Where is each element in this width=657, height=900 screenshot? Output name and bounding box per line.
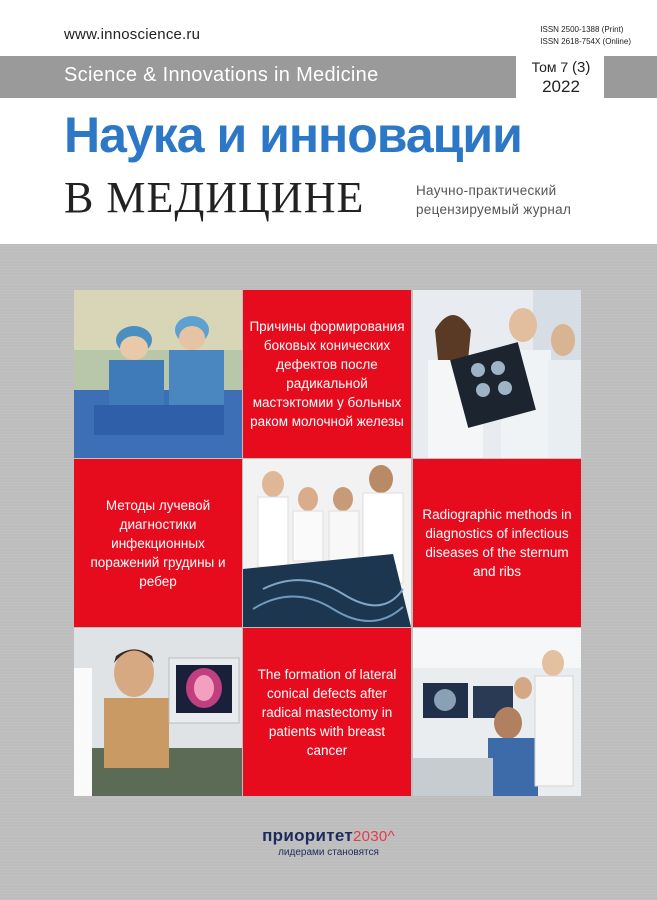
article-tile-en-1[interactable] — [243, 628, 411, 796]
journal-subtitle — [416, 181, 571, 219]
issue-number: (3) — [572, 59, 591, 76]
surgery-photo — [74, 290, 242, 458]
priority-text: приоритет — [262, 826, 353, 845]
article-title-ru-2: Методы лучевой диагностики инфекционных поражений грудины и ребер — [90, 497, 226, 589]
priority-logo — [0, 826, 657, 846]
volume-box — [520, 56, 602, 98]
band-left — [0, 56, 516, 98]
russian-title-main: Наука и инновации — [64, 107, 522, 163]
website-url[interactable]: www.innoscience.ru — [64, 26, 201, 43]
band-right — [604, 56, 657, 98]
article-title-en-1: The formation of lateral conical defects after radical mastectomy in patients with breast cancer — [257, 666, 397, 758]
issn-online: ISSN 2618-754X (Online) — [540, 37, 631, 46]
patient-mri-photo — [74, 628, 242, 796]
priority-slogan: лидерами становятся — [278, 847, 379, 858]
ct-scan-room-photo — [413, 628, 581, 796]
subtitle-line-1: Научно-практический — [416, 183, 557, 198]
issn-block — [540, 24, 631, 48]
volume-label: Том 7 — [531, 59, 569, 75]
team-table-photo — [243, 459, 411, 627]
title-band — [0, 56, 657, 98]
article-grid — [74, 290, 581, 794]
footer-logo — [0, 826, 657, 858]
subtitle-line-2: рецензируемый журнал — [416, 202, 572, 217]
article-title-ru-1: Причины формирования боковых конических дефектов после радикальной мастэктомии у больных раком молочной железы — [249, 319, 405, 429]
article-title-en-2: Radiographic methods in diagnostics of infectious diseases of the sternum and ribs — [422, 507, 572, 579]
priority-number: 2030 — [352, 828, 388, 845]
xray-doctors-photo — [413, 290, 581, 458]
article-tile-ru-1[interactable] — [243, 290, 411, 458]
article-tile-en-2[interactable] — [413, 459, 581, 627]
russian-title-sub: В МЕДИЦИНЕ — [64, 173, 365, 222]
article-tile-ru-2[interactable] — [74, 459, 242, 627]
priority-mark: ^ — [387, 828, 395, 845]
issn-print: ISSN 2500-1388 (Print) — [540, 25, 624, 34]
issue-year: 2022 — [542, 77, 580, 96]
english-title: Science & Innovations in Medicine — [64, 64, 379, 86]
